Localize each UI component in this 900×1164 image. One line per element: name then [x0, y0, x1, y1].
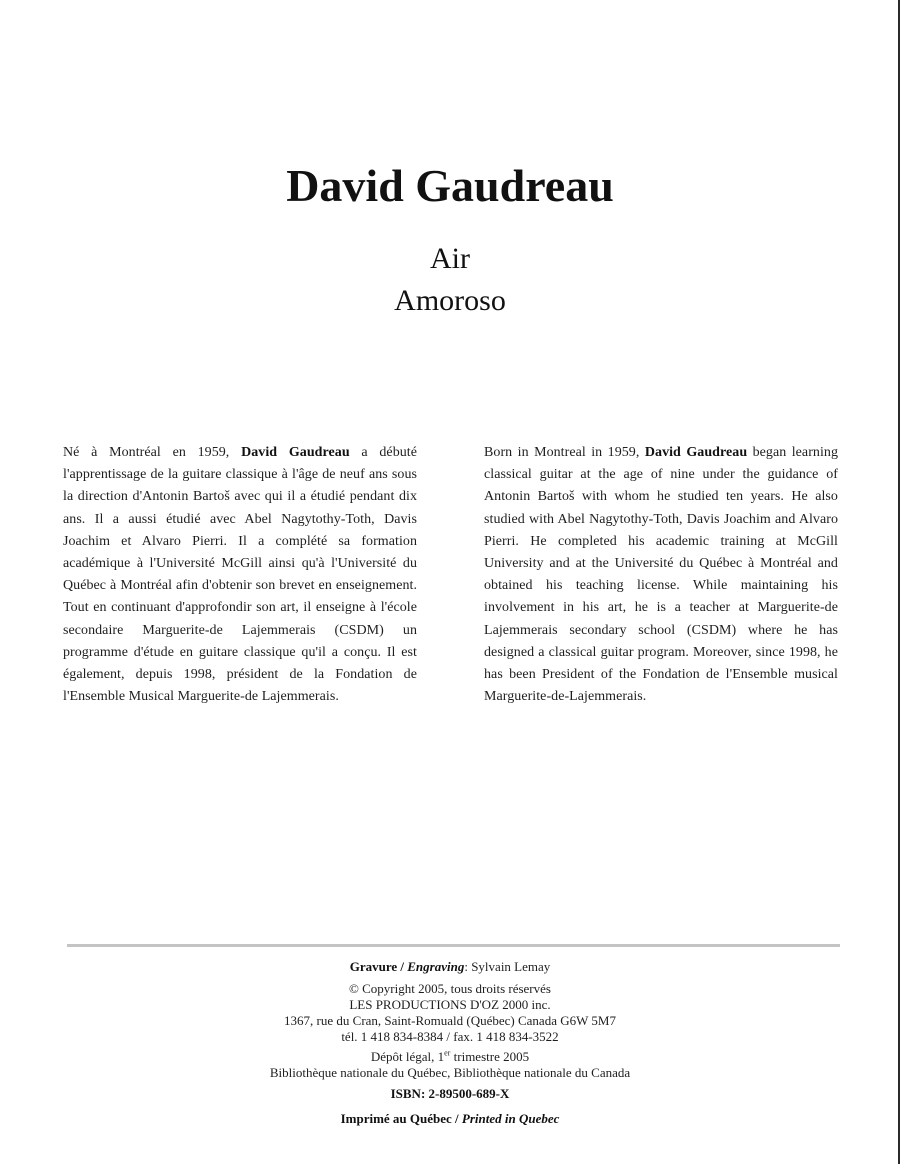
title-air: Air — [430, 242, 470, 275]
engraving-label-fr: Gravure — [349, 959, 398, 974]
bio-en-text: began learning classical guitar at the age of nine under the guidance of Antonin Bartoš with whom he studied ten years. He also studied with Abel Nagytothy-Toth, Davis Joachim and Alvaro Pierri. He completed his academic training at McGill University and at the Université du Québec à Montréal and obtained his teaching license. While maintaining his involvement in his art, he is a teacher at Marguerite-de Lajemmerais secondary school (CSDM) where he has designed a classical guitar program. Moreover, since 1998, he has been President of the Fondation de l'Ensemble musical Marguerite-de-Lajemmerais. — [484, 445, 838, 705]
bio-fr-text: a débuté l'apprentissage de la guitare classique à l'âge de neuf ans sous la direction d'Antonin Bartoš avec qui il a étudié pendant dix ans. Il a aussi étudié avec Abel Nagytothy-Toth, Davis Joachim et Alvaro Pierri. Il a complété sa formation académique à l'Université McGill ainsi qu'à l'Université du Québec à Montréal afin d'obtenir son brevet en enseignement. Tout en continuant d'approfondir son art, il enseigne à l'école secondaire Marguerite-de Lajemmerais (CSDM) un programme d'étude en guitare classique qu'il a conçu. Il est également, depuis 1998, président de la Fondation de l'Ensemble Musical Marguerite-de Lajemmerais. — [63, 445, 417, 705]
publisher-block — [0, 981, 900, 1045]
legal-deposit-prefix: Dépôt légal, 1 — [370, 1049, 445, 1064]
national-libraries: Bibliothèque nationale du Québec, Bibliothèque nationale du Canada — [269, 1065, 631, 1080]
printed-fr: Imprimé au Québec — [340, 1111, 452, 1126]
publisher-phone: tél. 1 418 834-8384 / fax. 1 418 834-3522 — [341, 1029, 559, 1044]
printed-sep: / — [451, 1111, 462, 1126]
engraving-label-en: Engraving — [407, 959, 465, 974]
title-amoroso: Amoroso — [394, 284, 506, 317]
footer-divider — [67, 944, 840, 947]
engraving-sep: / — [397, 959, 408, 974]
bio-en-name: David Gaudreau — [644, 445, 748, 460]
isbn-block — [0, 1086, 900, 1102]
engraver-name: : Sylvain Lemay — [464, 959, 551, 974]
copyright-notice: © Copyright 2005, tous droits réservés — [349, 981, 551, 996]
legal-deposit-ordinal: er — [444, 1048, 451, 1058]
biography-english — [484, 442, 838, 708]
engraving-credit — [0, 959, 900, 975]
biography-french — [63, 442, 417, 708]
bio-fr-lead: Né à Montréal en 1959, — [63, 445, 242, 460]
printed-in-block — [0, 1111, 900, 1127]
legal-deposit — [0, 1049, 900, 1065]
printed-en: Printed in Quebec — [461, 1111, 560, 1126]
publisher-address: 1367, rue du Cran, Saint-Romuald (Québec) Canada G6W 5M7 — [284, 1013, 616, 1028]
composer-name: David Gaudreau — [286, 160, 614, 211]
publisher-name: LES PRODUCTIONS D'OZ 2000 inc. — [349, 997, 551, 1012]
isbn: ISBN: 2-89500-689-X — [390, 1086, 510, 1101]
bio-fr-name: David Gaudreau — [241, 445, 350, 460]
bio-en-lead: Born in Montreal in 1959, — [484, 445, 645, 460]
legal-deposit-suffix: trimestre 2005 — [450, 1049, 530, 1064]
legal-deposit-block — [0, 1049, 900, 1081]
piece-titles — [0, 238, 900, 322]
